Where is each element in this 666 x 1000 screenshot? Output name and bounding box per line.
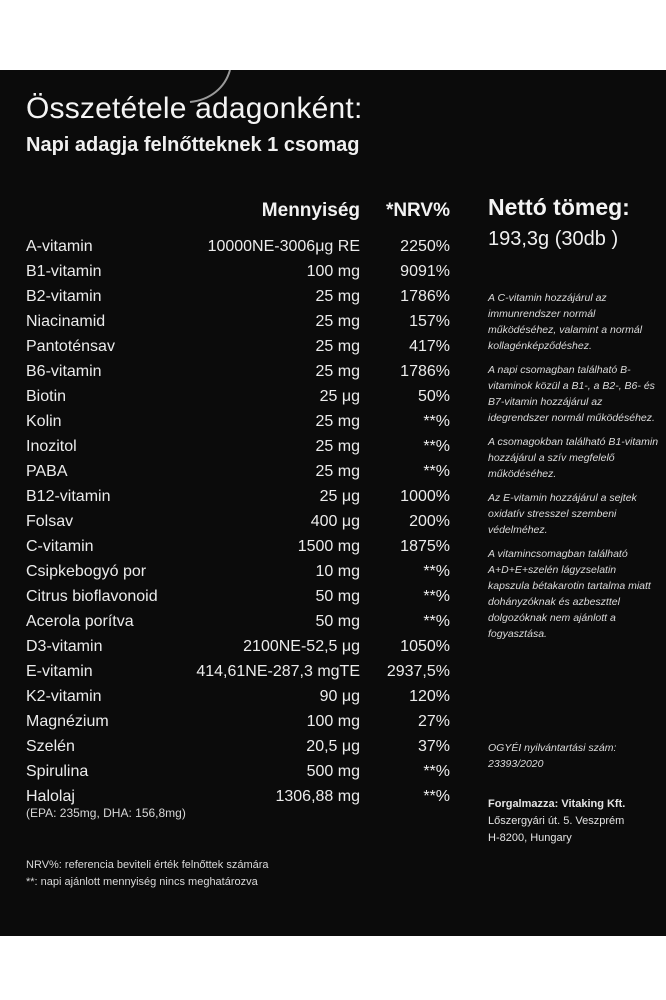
registration-info bbox=[488, 740, 616, 772]
net-weight-label: Nettó tömeg: bbox=[488, 194, 630, 220]
ingredient-nrv: **% bbox=[423, 413, 450, 430]
table-row bbox=[0, 711, 666, 736]
ingredient-nrv: **% bbox=[423, 438, 450, 455]
ingredient-nrv: 1000% bbox=[400, 488, 450, 505]
ingredient-amount: 25 mg bbox=[315, 413, 360, 430]
ingredient-name: Citrus bioflavonoid bbox=[26, 588, 158, 605]
daily-dose-subtitle: Napi adagja felnőtteknek 1 csomag bbox=[26, 134, 360, 156]
ingredient-amount: 25 mg bbox=[315, 438, 360, 455]
ingredient-nrv: 1786% bbox=[400, 363, 450, 380]
net-weight-value: 193,3g (30db ) bbox=[488, 228, 619, 250]
ingredient-name: K2-vitamin bbox=[26, 688, 102, 705]
ingredient-name: PABA bbox=[26, 463, 68, 480]
ingredient-nrv: 200% bbox=[409, 513, 450, 530]
footnote-stars: **: napi ajánlott mennyiség nincs meghatározva bbox=[26, 876, 258, 888]
ingredient-name: E-vitamin bbox=[26, 663, 93, 680]
ingredient-amount: 10000NE-3006μg RE bbox=[207, 238, 360, 255]
ingredient-nrv: 120% bbox=[409, 688, 450, 705]
ingredient-amount: 10 mg bbox=[315, 563, 360, 580]
ingredient-name: Halolaj bbox=[26, 788, 75, 805]
nrv-column-header: *NRV% bbox=[385, 200, 450, 221]
ingredient-amount: 25 mg bbox=[315, 463, 360, 480]
ingredient-nrv: 1050% bbox=[400, 638, 450, 655]
registration-number: 23393/2020 bbox=[488, 758, 544, 770]
ingredient-name: Inozitol bbox=[26, 438, 77, 455]
ingredient-amount: 100 mg bbox=[306, 263, 360, 280]
ingredient-amount: 25 mg bbox=[315, 363, 360, 380]
ingredient-name: A-vitamin bbox=[26, 238, 93, 255]
ingredient-amount: 414,61NE-287,3 mgTE bbox=[196, 663, 360, 680]
claim-warning: A vitamincsomagban található A+D+E+szelén lágyzselatin kapszula bétakarotin tartalma miatt dohányzóknak és azbeszttel dolgozóknak nem ajánlott a fogyasztása. bbox=[488, 548, 651, 640]
distributor-name: Forgalmazza: Vitaking Kft. bbox=[488, 798, 626, 810]
ingredient-name: C-vitamin bbox=[26, 538, 94, 555]
footnotes bbox=[26, 857, 269, 891]
claim-b1-heart: A csomagokban található B1-vitamin hozzájárul a szív megfelelő működéséhez. bbox=[488, 436, 659, 480]
ingredient-name: Biotin bbox=[26, 388, 67, 405]
ingredient-nrv: 27% bbox=[417, 713, 450, 730]
ingredient-amount: 25 mg bbox=[315, 338, 360, 355]
ingredient-name: B6-vitamin bbox=[26, 363, 102, 380]
ingredient-amount: 90 μg bbox=[319, 688, 360, 705]
amount-column-header: Mennyiség bbox=[261, 200, 360, 221]
ingredient-nrv: **% bbox=[423, 613, 450, 630]
footnote-nrv: NRV%: referencia beviteli érték felnőttek számára bbox=[26, 859, 269, 871]
ingredient-nrv: 37% bbox=[417, 738, 450, 755]
ingredient-amount: 1306,88 mg bbox=[275, 788, 360, 805]
table-row bbox=[0, 661, 666, 686]
table-row bbox=[0, 686, 666, 711]
registration-label: OGYÉI nyilvántartási szám: bbox=[488, 742, 617, 754]
ingredient-name: B2-vitamin bbox=[26, 288, 102, 305]
ingredient-nrv: 2937,5% bbox=[386, 663, 450, 680]
ingredient-name: B1-vitamin bbox=[26, 263, 102, 280]
claim-b-vitamins: A napi csomagban található B-vitaminok közül a B1-, a B2-, B6- és B7-vitamin hozzájárul az idegrendszer normál működéséhez. bbox=[488, 364, 655, 424]
ingredient-amount: 50 mg bbox=[315, 613, 360, 630]
ingredient-amount: 25 mg bbox=[315, 313, 360, 330]
table-row bbox=[0, 261, 666, 286]
ingredient-name: Spirulina bbox=[26, 763, 89, 780]
ingredient-name: Folsav bbox=[26, 513, 74, 530]
ingredient-name: Pantoténsav bbox=[26, 338, 115, 355]
ingredient-nrv: 2250% bbox=[400, 238, 450, 255]
ingredient-amount: 100 mg bbox=[306, 713, 360, 730]
ingredient-amount: 25 μg bbox=[319, 488, 360, 505]
ingredient-name: Acerola porítva bbox=[26, 613, 134, 630]
ingredient-name: Szelén bbox=[26, 738, 75, 755]
ingredient-amount: 400 μg bbox=[310, 513, 360, 530]
claim-vitamin-e: Az E-vitamin hozzájárul a sejtek oxidatív stresszel szembeni védelméhez. bbox=[488, 492, 637, 536]
ingredient-amount: 50 mg bbox=[315, 588, 360, 605]
ingredient-nrv: **% bbox=[423, 788, 450, 805]
ingredient-amount: 1500 mg bbox=[297, 538, 360, 555]
ingredient-amount: 25 mg bbox=[315, 288, 360, 305]
ingredient-nrv: 50% bbox=[417, 388, 450, 405]
label-panel bbox=[0, 70, 666, 936]
ingredient-nrv: **% bbox=[423, 563, 450, 580]
ingredient-amount: 500 mg bbox=[306, 763, 360, 780]
ingredient-nrv: **% bbox=[423, 463, 450, 480]
distributor-info bbox=[488, 796, 625, 847]
ingredient-name: Magnézium bbox=[26, 713, 109, 730]
ingredient-name: D3-vitamin bbox=[26, 638, 103, 655]
ingredient-amount: 25 μg bbox=[319, 388, 360, 405]
ingredient-name: Kolin bbox=[26, 413, 62, 430]
ingredient-amount: 2100NE-52,5 μg bbox=[243, 638, 360, 655]
claim-vitamin-c: A C-vitamin hozzájárul az immunrendszer normál működéséhez, valamint a normál kollagénképződéshez. bbox=[488, 292, 643, 352]
health-claims bbox=[488, 290, 660, 650]
ingredient-nrv: 157% bbox=[409, 313, 450, 330]
distributor-city: H-8200, Hungary bbox=[488, 832, 572, 844]
ingredient-nrv: 417% bbox=[409, 338, 450, 355]
ingredient-nrv: **% bbox=[423, 588, 450, 605]
ingredient-name: B12-vitamin bbox=[26, 488, 111, 505]
distributor-address: Lőszergyári út. 5. Veszprém bbox=[488, 815, 625, 827]
ingredient-nrv: 9091% bbox=[400, 263, 450, 280]
ingredient-nrv: 1875% bbox=[400, 538, 450, 555]
ingredient-sub: (EPA: 235mg, DHA: 156,8mg) bbox=[26, 806, 186, 820]
ingredient-nrv: **% bbox=[423, 763, 450, 780]
ingredient-name: Niacinamid bbox=[26, 313, 106, 330]
ingredient-nrv: 1786% bbox=[400, 288, 450, 305]
ingredient-amount: 20,5 μg bbox=[306, 738, 360, 755]
composition-title: Összetétele adagonként: bbox=[26, 92, 363, 125]
ingredient-name: Csipkebogyó por bbox=[26, 563, 147, 580]
